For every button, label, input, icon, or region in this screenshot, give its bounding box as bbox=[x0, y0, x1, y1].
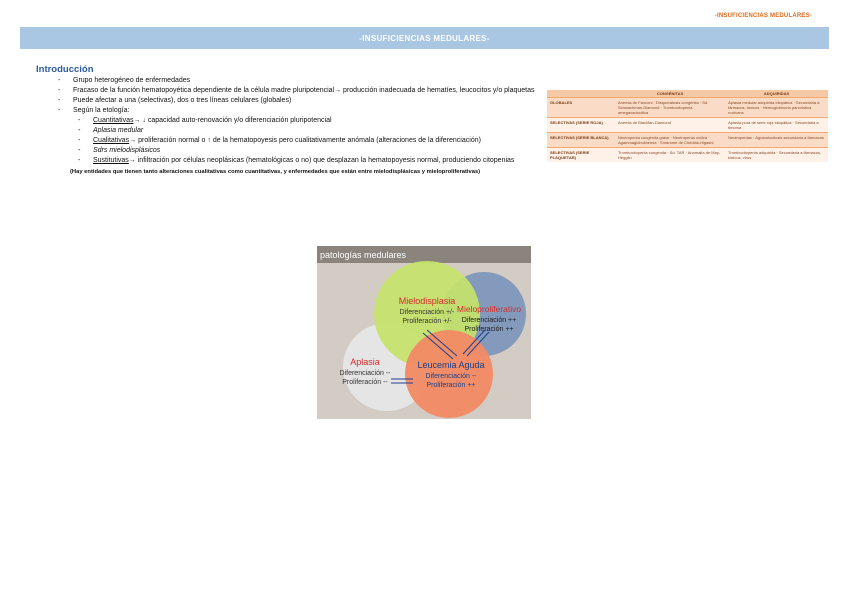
etiology-item-cuantitativas bbox=[76, 116, 536, 126]
etiology-list bbox=[76, 136, 536, 146]
etiology-item-cualitativas bbox=[76, 136, 536, 146]
bullet-item: - Grupo heterogéneo de enfermedades bbox=[56, 76, 536, 86]
row-label: SELECTIVAS (SERIE PLAQUETAR) bbox=[547, 148, 615, 163]
leucemia-line2: Proliferación ++ bbox=[426, 382, 476, 389]
section-title: Introducción bbox=[36, 64, 94, 75]
table-row bbox=[547, 118, 828, 133]
etiology-list bbox=[76, 156, 536, 166]
table-cell: Neutropenia congénita grave · Neutropenia cíclica · Agammaglobulinemia · Síndrome de Chédiak-Higashi bbox=[615, 133, 725, 148]
sustitutivas-label: Sustitutivas bbox=[93, 157, 129, 164]
bullet-item: - Según la etología: bbox=[56, 106, 536, 116]
label-mieloproliferativo: Mieloproliferativo bbox=[456, 304, 522, 314]
mieloproliferativo-line1: Diferenciación ++ bbox=[461, 317, 517, 324]
row-label: SELECTIVAS (SERIE ROJA) bbox=[547, 118, 615, 133]
running-header: -INSUFICIENCIAS MEDULARES- bbox=[714, 13, 812, 19]
note: (Hay entidades que tienen tanto alteraciones cualitativas como cuantitativas, y enfermedades que están entre mielodisplásicas y mieloproliferativas) bbox=[70, 169, 481, 175]
example-item: - Aplasia medular bbox=[76, 126, 536, 136]
mielodisplasia-line1: Diferenciación +/- bbox=[399, 309, 455, 316]
mieloproliferativo-line2: Proliferación ++ bbox=[464, 326, 514, 333]
sustitutivas-text: → infiltración por células neoplásicas (hematológicas o no) que desplazan la hematopoyesis normal, produciendo citopenias bbox=[128, 157, 515, 164]
aplasia-line1: Diferenciación -- bbox=[339, 370, 391, 377]
figure-title: patologías medulares bbox=[320, 250, 407, 260]
table-cell: Trombocitopenia adquirida · Secundaria a fármacos, tóxicos, virus bbox=[725, 148, 828, 163]
table-header-cell: ADQUIRIDAS bbox=[725, 90, 828, 98]
example-list bbox=[76, 146, 536, 156]
cuantitativas-text: → ↓ capacidad auto-renovación y/o diferenciación pluripotencial bbox=[133, 117, 332, 124]
aplasia-line2: Proliferación -- bbox=[342, 379, 388, 386]
title-band: -INSUFICIENCIAS MEDULARES- bbox=[20, 27, 829, 49]
etiology-list bbox=[76, 116, 536, 126]
label-aplasia: Aplasia bbox=[350, 357, 380, 367]
table-cell: Aplasia medular adquirida idiopática · Secundaria a fármacos, tóxicos · Hemoglobinuria paroxística nocturna bbox=[725, 98, 828, 118]
cualitativas-label: Cualitativas bbox=[93, 137, 130, 144]
venn-figure bbox=[317, 246, 531, 419]
bullet-item: - Fracaso de la función hematopoyética dependiente de la célula madre pluripotencial→ producción inadecuada de hematíes, leucocitos y/o plaquetas bbox=[56, 86, 536, 96]
table-header-row bbox=[547, 90, 828, 98]
row-label: GLOBALES bbox=[547, 98, 615, 118]
table-cell: Anemia de Blackfan-Diamond bbox=[615, 118, 725, 133]
classification-table bbox=[547, 90, 828, 162]
row-label: SELECTIVAS (SERIE BLANCA) bbox=[547, 133, 615, 148]
label-mielodisplasia: Mielodisplasia bbox=[398, 296, 456, 306]
table-row bbox=[547, 148, 828, 163]
example-item: - Sdrs mielodisplásicos bbox=[76, 146, 536, 156]
venn-diagram bbox=[317, 246, 531, 419]
bullet-item: - Puede afectar a una (selectivas), dos o tres líneas celulares (globales) bbox=[56, 96, 536, 106]
table-header-cell: CONGÉNITAS bbox=[615, 90, 725, 98]
bullet-list bbox=[56, 76, 536, 116]
label-leucemia-aguda: Leucemia Aguda bbox=[417, 360, 485, 370]
cualitativas-text: → proliferación normal o ↑ de la hematopoyesis pero cualitativamente anómala (alteraciones de la diferenciación) bbox=[129, 137, 481, 144]
table-cell: Aplasia pura de serie roja idiopática · Secundaria a timoma bbox=[725, 118, 828, 133]
table-cell: Anemia de Fanconi · Disqueratosis congénita · Sd. Schwachman-Diamond · Trombocitopenia amegacariocítica bbox=[615, 98, 725, 118]
table-row bbox=[547, 98, 828, 118]
table-cell: Neutropenias · Agranulocitosis secundaria a fármacos bbox=[725, 133, 828, 148]
table-cell: Trombocitopenia congénita · Sd. TAR · Anomalía de May-Hegglin bbox=[615, 148, 725, 163]
leucemia-line1: Diferenciación -- bbox=[425, 373, 477, 380]
table-row bbox=[547, 133, 828, 148]
intro-content bbox=[56, 76, 536, 177]
mielodisplasia-line2: Proliferación +/- bbox=[402, 318, 452, 325]
example-list bbox=[76, 126, 536, 136]
cuantitativas-label: Cuantitativas bbox=[93, 117, 134, 124]
etiology-item-sustitutivas bbox=[76, 156, 536, 166]
table-header-cell bbox=[547, 90, 615, 98]
